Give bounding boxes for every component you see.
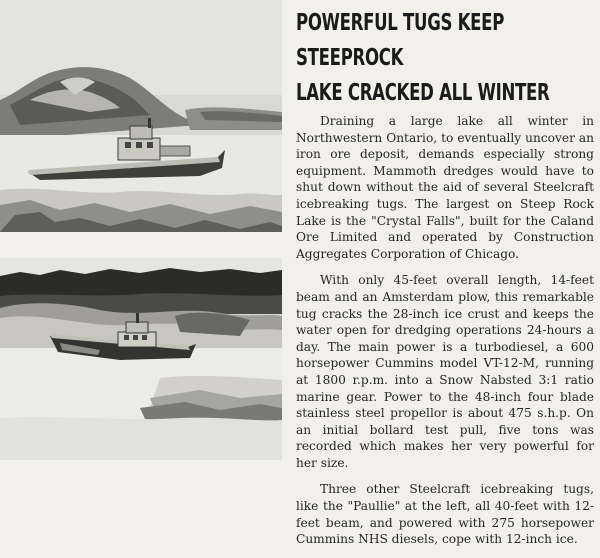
photo-tug-crystal-falls [0,0,282,232]
headline-line-1: POWERFUL TUGS KEEP STEEPROCK [296,10,505,71]
article [296,6,594,558]
tug-photo-image [0,258,282,460]
article-headline [296,6,594,111]
article-paragraph-2: With only 45-feet overall length, 14-feet beam and an Amsterdam plow, this remarkable tug cracks the 28-inch ice crust and keeps the water open for dredging operations 24-hours a day. The main power is a turbodiesel, a 600 horsepower Cummins model VT-12-M, running at 1800 r.p.m. into a Snow Nabsted 3:1 ratio marine gear. Power to the 48-inch four blade stainless steel propellor is about 475 s.h.p. On an initial bollard test pull, five tons was recorded which makes her very powerful for her size. [296,273,594,470]
tug-photo-image [0,0,282,232]
photo-tug-paullie [0,258,282,460]
article-paragraph-1: Draining a large lake all winter in Northwestern Ontario, to eventually uncover an iron ore deposit, demands especially strong equipment. Mammoth dredges would have to shut down without the aid of several Steelcraft icebreaking tugs. The largest on Steep Rock Lake is the "Crystal Falls", built for the Caland Ore Limited and operated by Construction Aggregates Corporation of Chicago. [296,114,594,261]
headline-line-2: LAKE CRACKED ALL WINTER [296,80,550,106]
article-paragraph-3: Three other Steelcraft icebreaking tugs, like the "Paullie" at the left, all 40-feet with 12-feet beam, and powered with 275 horsepower Cummins NHS diesels, cope with 12-inch ice. [296,482,594,547]
photo-gap [0,232,282,258]
article-body [296,113,594,548]
